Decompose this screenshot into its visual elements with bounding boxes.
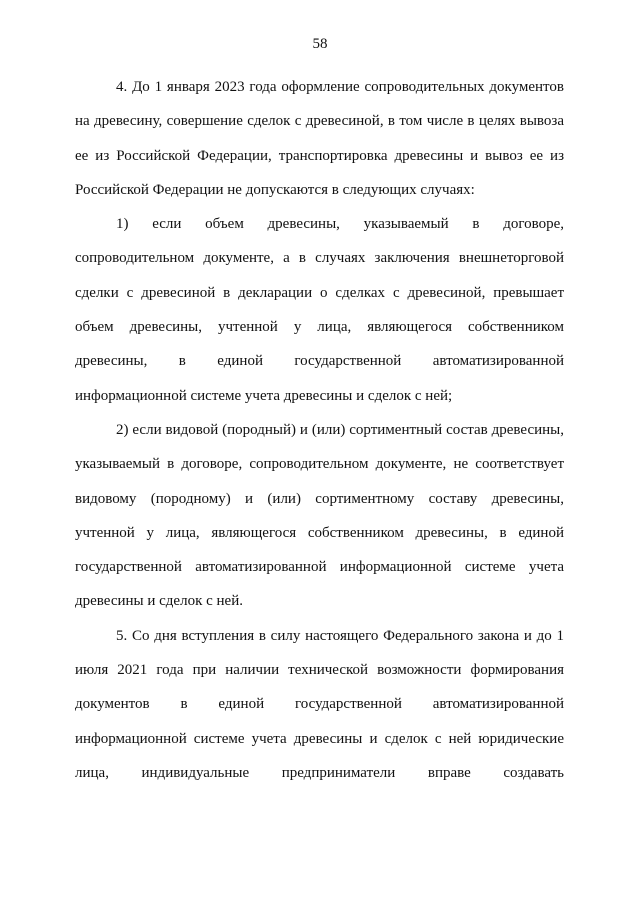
- paragraph-5: 5. Со дня вступления в силу настоящего Федерального закона и до 1 июля 2021 года при наличии технической возможности формирования документов в единой государственной автоматизированной информационной системе учета древесины и сделок с ней юридические лица, индивидуальные предприниматели вправе создавать: [75, 627, 564, 781]
- paragraph-4: 4. До 1 января 2023 года оформление сопроводительных документов на древесину, совершение сделок с древесиной, в том числе в целях вывоза ее из Российской Федерации, транспортировка древесины и вывоз ее из Российской Федерации не допускаются в следующих случаях:: [75, 79, 564, 198]
- page-number: 58: [312, 36, 328, 52]
- paragraph-4-item-1: 1) если объем древесины, указываемый в договоре, сопроводительном документе, а в случаях заключения внешнеторговой сделки с древесиной в декларации о сделках с древесиной, превышает объем древесины, учтенной у лица, являющегося собственником древесины, в единой государственной автоматизированной информационной системе учета древесины и сделок с ней;: [75, 216, 564, 404]
- document-body: [75, 70, 564, 790]
- paragraph-4-item-2: 2) если видовой (породный) и (или) сортиментный состав древесины, указываемый в договоре, сопроводительном документе, не соответствует видовому (породному) и (или) сортиментному составу древесины, учтенной у лица, являющегося собственником древесины, в единой государственной автоматизированной информационной системе учета древесины и сделок с ней.: [75, 421, 564, 610]
